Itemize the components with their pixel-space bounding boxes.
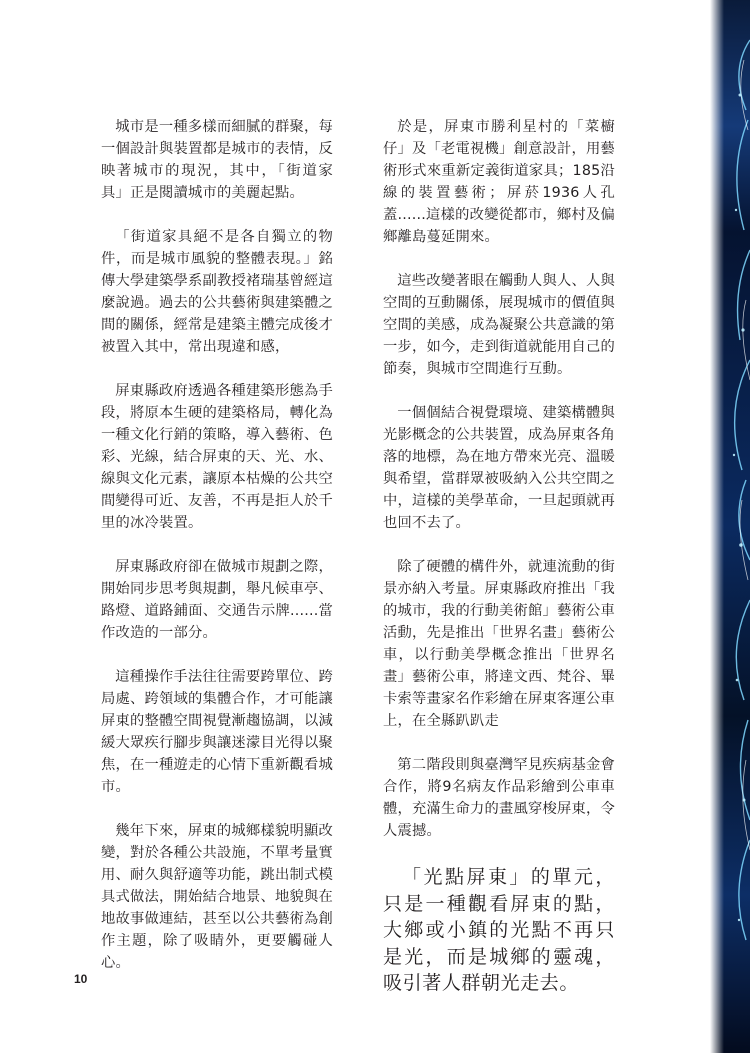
body-paragraph: 「街道家具絕不是各自獨立的物件，而是城市風貌的整體表現。」銘傳大學建築學系副教授褚瑞基曾經這麼說過。過去的公共藝術與建築體之間的關係，經常是建築主體完成後才被置入其中，常出現違和感，	[101, 229, 333, 355]
body-paragraph: 於是，屏東市勝利星村的「菜櫥仔」及「老電視機」創意設計，用藝術形式來重新定義街道家具；185沿線的裝置藝術；屏菸1936人孔蓋......這樣的改變從都市，鄉村及偏鄉離島蔓延開來。	[383, 119, 615, 245]
body-paragraph: 這些改變著眼在觸動人與人、人與空間的互動關係，展現城市的價值與空間的美感，成為凝聚公共意識的第一步，如今，走到街道就能用自己的節奏，與城市空間進行互動。	[383, 273, 615, 377]
light-streak-graphic	[710, 0, 750, 1053]
body-paragraph: 一個個結合視覺環境、建築構體與光影概念的公共裝置，成為屏東各角落的地標，為在地方帶來光亮、溫暖與希望，當群眾被吸納入公共空間之中，這樣的美學革命，一旦起頭就再也回不去了。	[383, 405, 615, 531]
body-paragraph: 除了硬體的構件外，就連流動的街景亦納入考量。屏東縣政府推出「我的城市，我的行動美術館」藝術公車活動，先是推出「世界名畫」藝術公車，以行動美學概念推出「世界名畫」藝術公車，將達文西、梵谷、畢卡索等畫家名作彩繪在屏東客運公車上，在全縣趴趴走	[383, 559, 615, 729]
closing-statement: 「光點屏東」的單元，只是一種觀看屏東的點，大鄉或小鎮的光點不再只是光，而是城鄉的靈魂，吸引著人群朝光走去。	[383, 866, 615, 994]
body-paragraph: 屏東縣政府卻在做城市規劃之際，開始同步思考與規劃，舉凡候車亭、路燈、道路鋪面、交通告示牌......當作改造的一部分。	[101, 559, 333, 641]
body-paragraph: 城市是一種多樣而細膩的群聚，每一個設計與裝置都是城市的表情，反映著城市的現況，其中，「街道家具」正是閱讀城市的美麗起點。	[101, 119, 333, 201]
page-number: 10	[74, 972, 88, 986]
body-paragraph: 這種操作手法往往需要跨單位、跨局處、跨領域的集體合作，才可能讓屏東的整體空間視覺漸趨協調，以減緩大眾疾行腳步與讓迷濛目光得以聚焦，在一種遊走的心情下重新觀看城市。	[101, 669, 333, 795]
right-text-column	[383, 116, 615, 997]
body-paragraph: 第二階段則與臺灣罕見疾病基金會合作，將9名病友作品彩繪到公車車體，充滿生命力的畫風穿梭屏東，令人震撼。	[383, 757, 615, 839]
decorative-edge-image	[710, 0, 750, 1053]
body-paragraph: 幾年下來，屏東的城鄉樣貌明顯改變，對於各種公共設施，不單考量實用、耐久與舒適等功能，跳出制式模具式做法，開始結合地景、地貌與在地故事做連結，甚至以公共藝術為創作主題，除了吸睛外，更要觸碰人心。	[101, 823, 333, 971]
body-paragraph: 屏東縣政府透過各種建築形態為手段，將原本生硬的建築格局，轉化為一種文化行銷的策略，導入藝術、色彩、光線，結合屏東的天、光、水、線與文化元素，讓原本枯燥的公共空間變得可近、友善，不再是拒人於千里的冰冷裝置。	[101, 383, 333, 531]
left-text-column	[101, 116, 333, 996]
